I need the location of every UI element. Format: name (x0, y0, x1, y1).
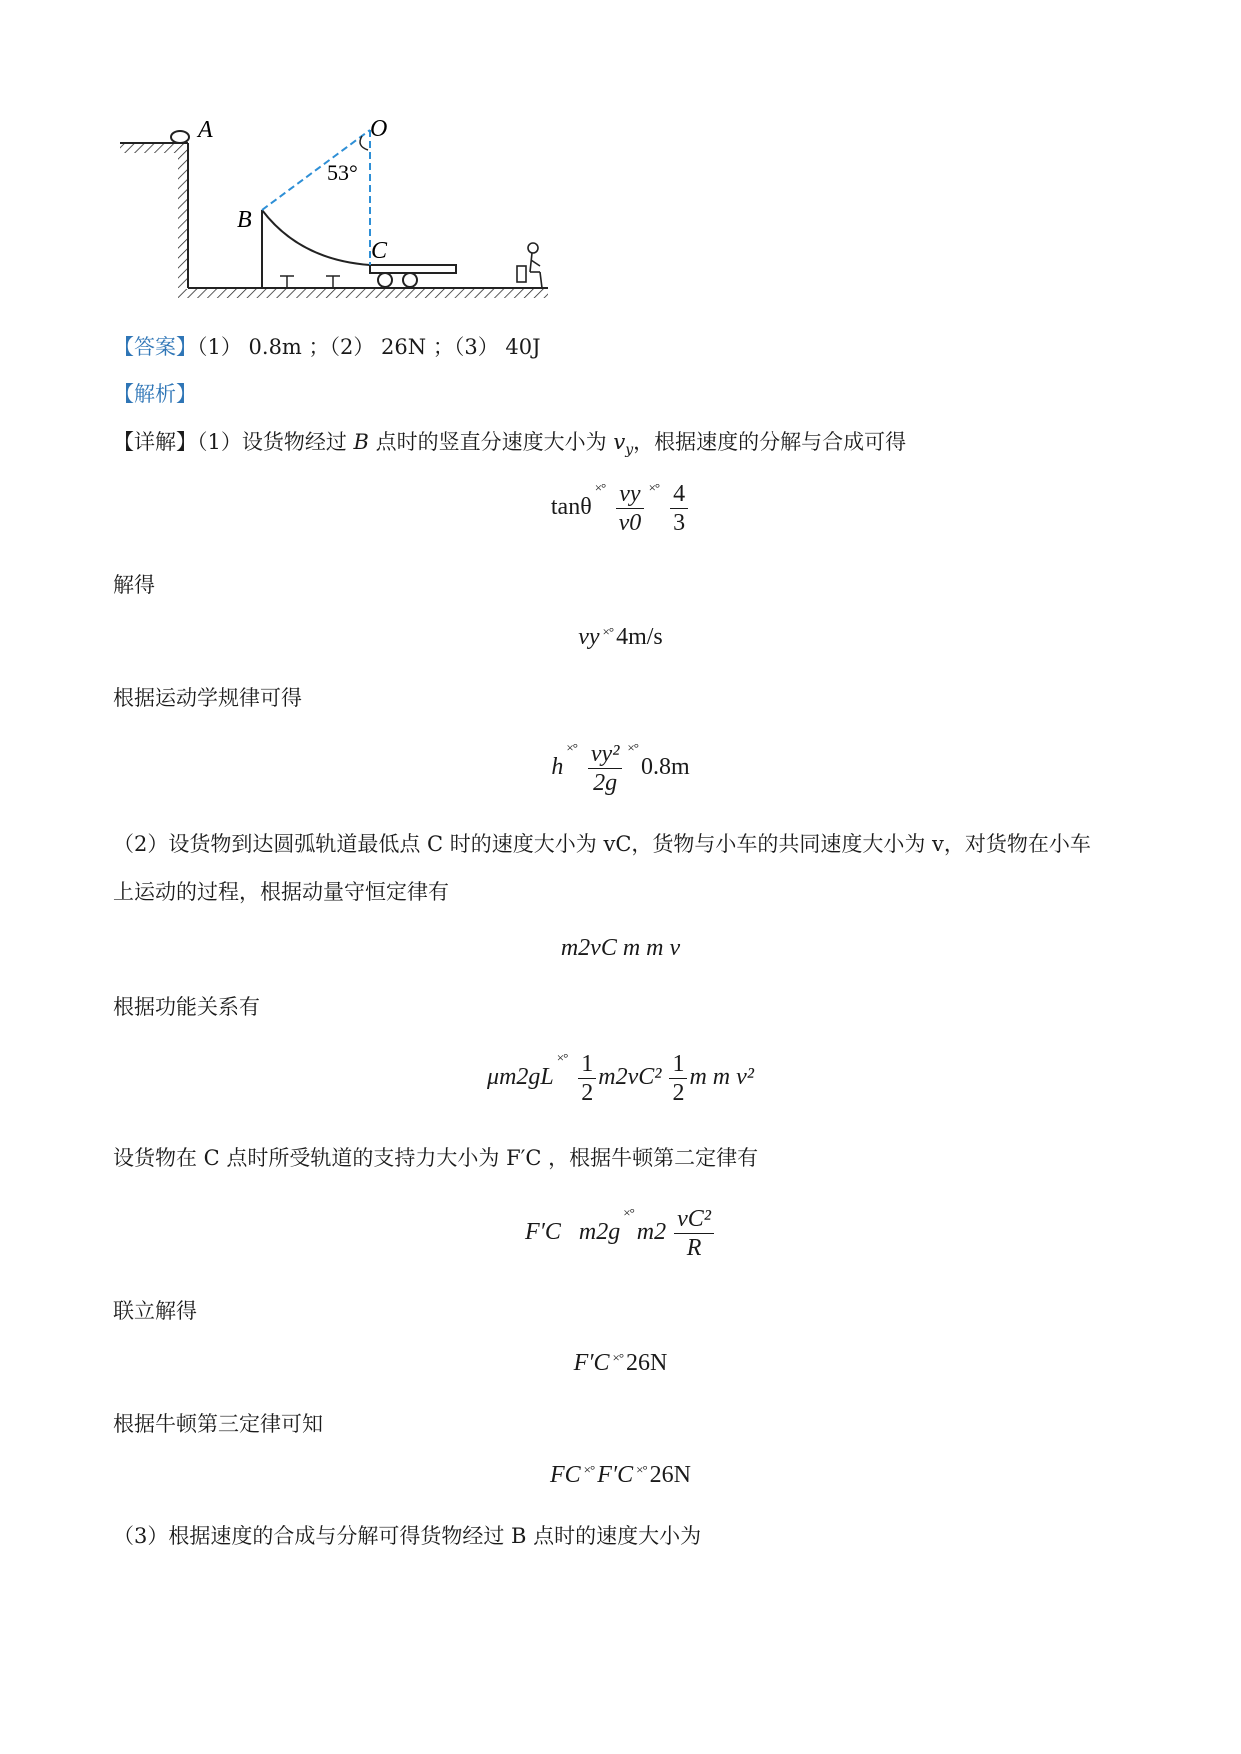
equation-2: vy ×° 4m/s (578, 624, 663, 650)
eq1-lhs: tanθ (550, 494, 592, 521)
answer-tag: 【答案】 (113, 335, 197, 359)
equation-7: F′C ×° 26N (573, 1350, 668, 1376)
eq7-lhs: F′C (573, 1350, 610, 1376)
eq8-rhs: 26N (649, 1462, 691, 1488)
detail-text-e: y (625, 442, 634, 459)
eq1-den2: 3 (673, 510, 686, 536)
eq6-den: R (686, 1235, 702, 1261)
person-icon (517, 243, 542, 288)
text-jiede: 解得 (113, 573, 155, 597)
equation-4: m2vC m m v (560, 935, 681, 961)
eq3-den: 2g (593, 770, 618, 796)
label-angle: 53° (327, 160, 358, 185)
eq2-lhs: vy (578, 624, 600, 650)
eq5-frac-num: 1 (578, 1050, 596, 1079)
text-p2-line1: （2）设货物到达圆弧轨道最低点 C 时的速度大小为 vC，货物与小车的共同速度大小为 v，对货物在小车 (113, 832, 1091, 856)
eq1-num1: vy (616, 480, 643, 509)
eq5-tail: m m v² (689, 1064, 754, 1091)
eq3-rhs: 0.8m (640, 754, 690, 781)
text-p2-line2: 上运动的过程，根据动量守恒定律有 (113, 880, 449, 904)
answer-line (113, 332, 541, 362)
label-b: B (237, 207, 252, 233)
eq7-rhs: 26N (626, 1350, 668, 1376)
eq6-lhs: F′C (525, 1219, 561, 1246)
label-a: A (198, 117, 213, 143)
detail-text-a: （1）设货物经过 (197, 430, 354, 454)
eq6-coef: m2 (636, 1219, 667, 1246)
equation-5: μm2gL×° $\frac{1}{2}$ m2vC² $\frac{1}{2}$ m m v² (487, 1050, 754, 1106)
eq5-lhs: μm2gL (487, 1064, 554, 1091)
detail-tag: 【详解】 (113, 430, 197, 454)
ball-a (171, 131, 189, 143)
text-newton3: 根据牛顿第三定律可知 (113, 1412, 323, 1436)
detail-text-b: B (353, 430, 369, 454)
equation-6: F′C m2g×°m2 $\frac{\text{vC²}}{R}$ (0, 1205, 1241, 1262)
detail-text-f: ，根据速度的分解与合成可得 (633, 430, 907, 454)
detail-text-d: v (613, 430, 626, 454)
detail-line (113, 427, 906, 465)
eq5-frac2-den: 2 (672, 1080, 685, 1106)
label-o: O (370, 116, 388, 142)
label-c: C (371, 238, 388, 264)
text-lianli: 联立解得 (113, 1299, 197, 1323)
eq8-lhs: FC (550, 1462, 581, 1488)
eq1-num2: 4 (670, 480, 688, 509)
eq5-frac-den: 2 (581, 1080, 594, 1106)
eq3-num: vy² (588, 740, 623, 769)
analysis-tag: 【解析】 (113, 382, 197, 406)
text-energy: 根据功能关系有 (113, 995, 260, 1019)
answer-text: （1） 0.8m ；（2） 26N ；（3） 40J (197, 335, 541, 359)
eq2-rhs: 4m/s (616, 624, 663, 650)
eq6-num: vC² (674, 1205, 714, 1234)
cart (370, 265, 456, 273)
eq5-frac2-num: 1 (669, 1050, 687, 1079)
eq1-den1: v0 (618, 510, 642, 536)
text-kinematics: 根据运动学规律可得 (113, 686, 302, 710)
eq5-mid: m2vC² (598, 1064, 662, 1091)
eq3-lhs: h (551, 754, 564, 781)
equation-1: tanθ×° $\frac{vy}{v0}$ ×° $\frac{4}{3}$ (0, 480, 1241, 537)
eq8-mid: F′C (597, 1462, 634, 1488)
text-p4: （3）根据速度的合成与分解可得货物经过 B 点时的速度大小为 (113, 1524, 702, 1548)
physics-figure (0, 0, 1241, 320)
equation-8: FC ×° F′C ×° 26N (550, 1462, 691, 1488)
equation-3: h×° $\frac{\text{vy²}}{2g}$ ×°0.8m (551, 740, 690, 796)
text-p3: 设货物在 C 点时所受轨道的支持力大小为 F′C ，根据牛顿第二定律有 (113, 1146, 759, 1170)
eq6-mid: m2g (578, 1219, 621, 1246)
detail-text-c: 点时的竖直分速度大小为 (368, 430, 614, 454)
